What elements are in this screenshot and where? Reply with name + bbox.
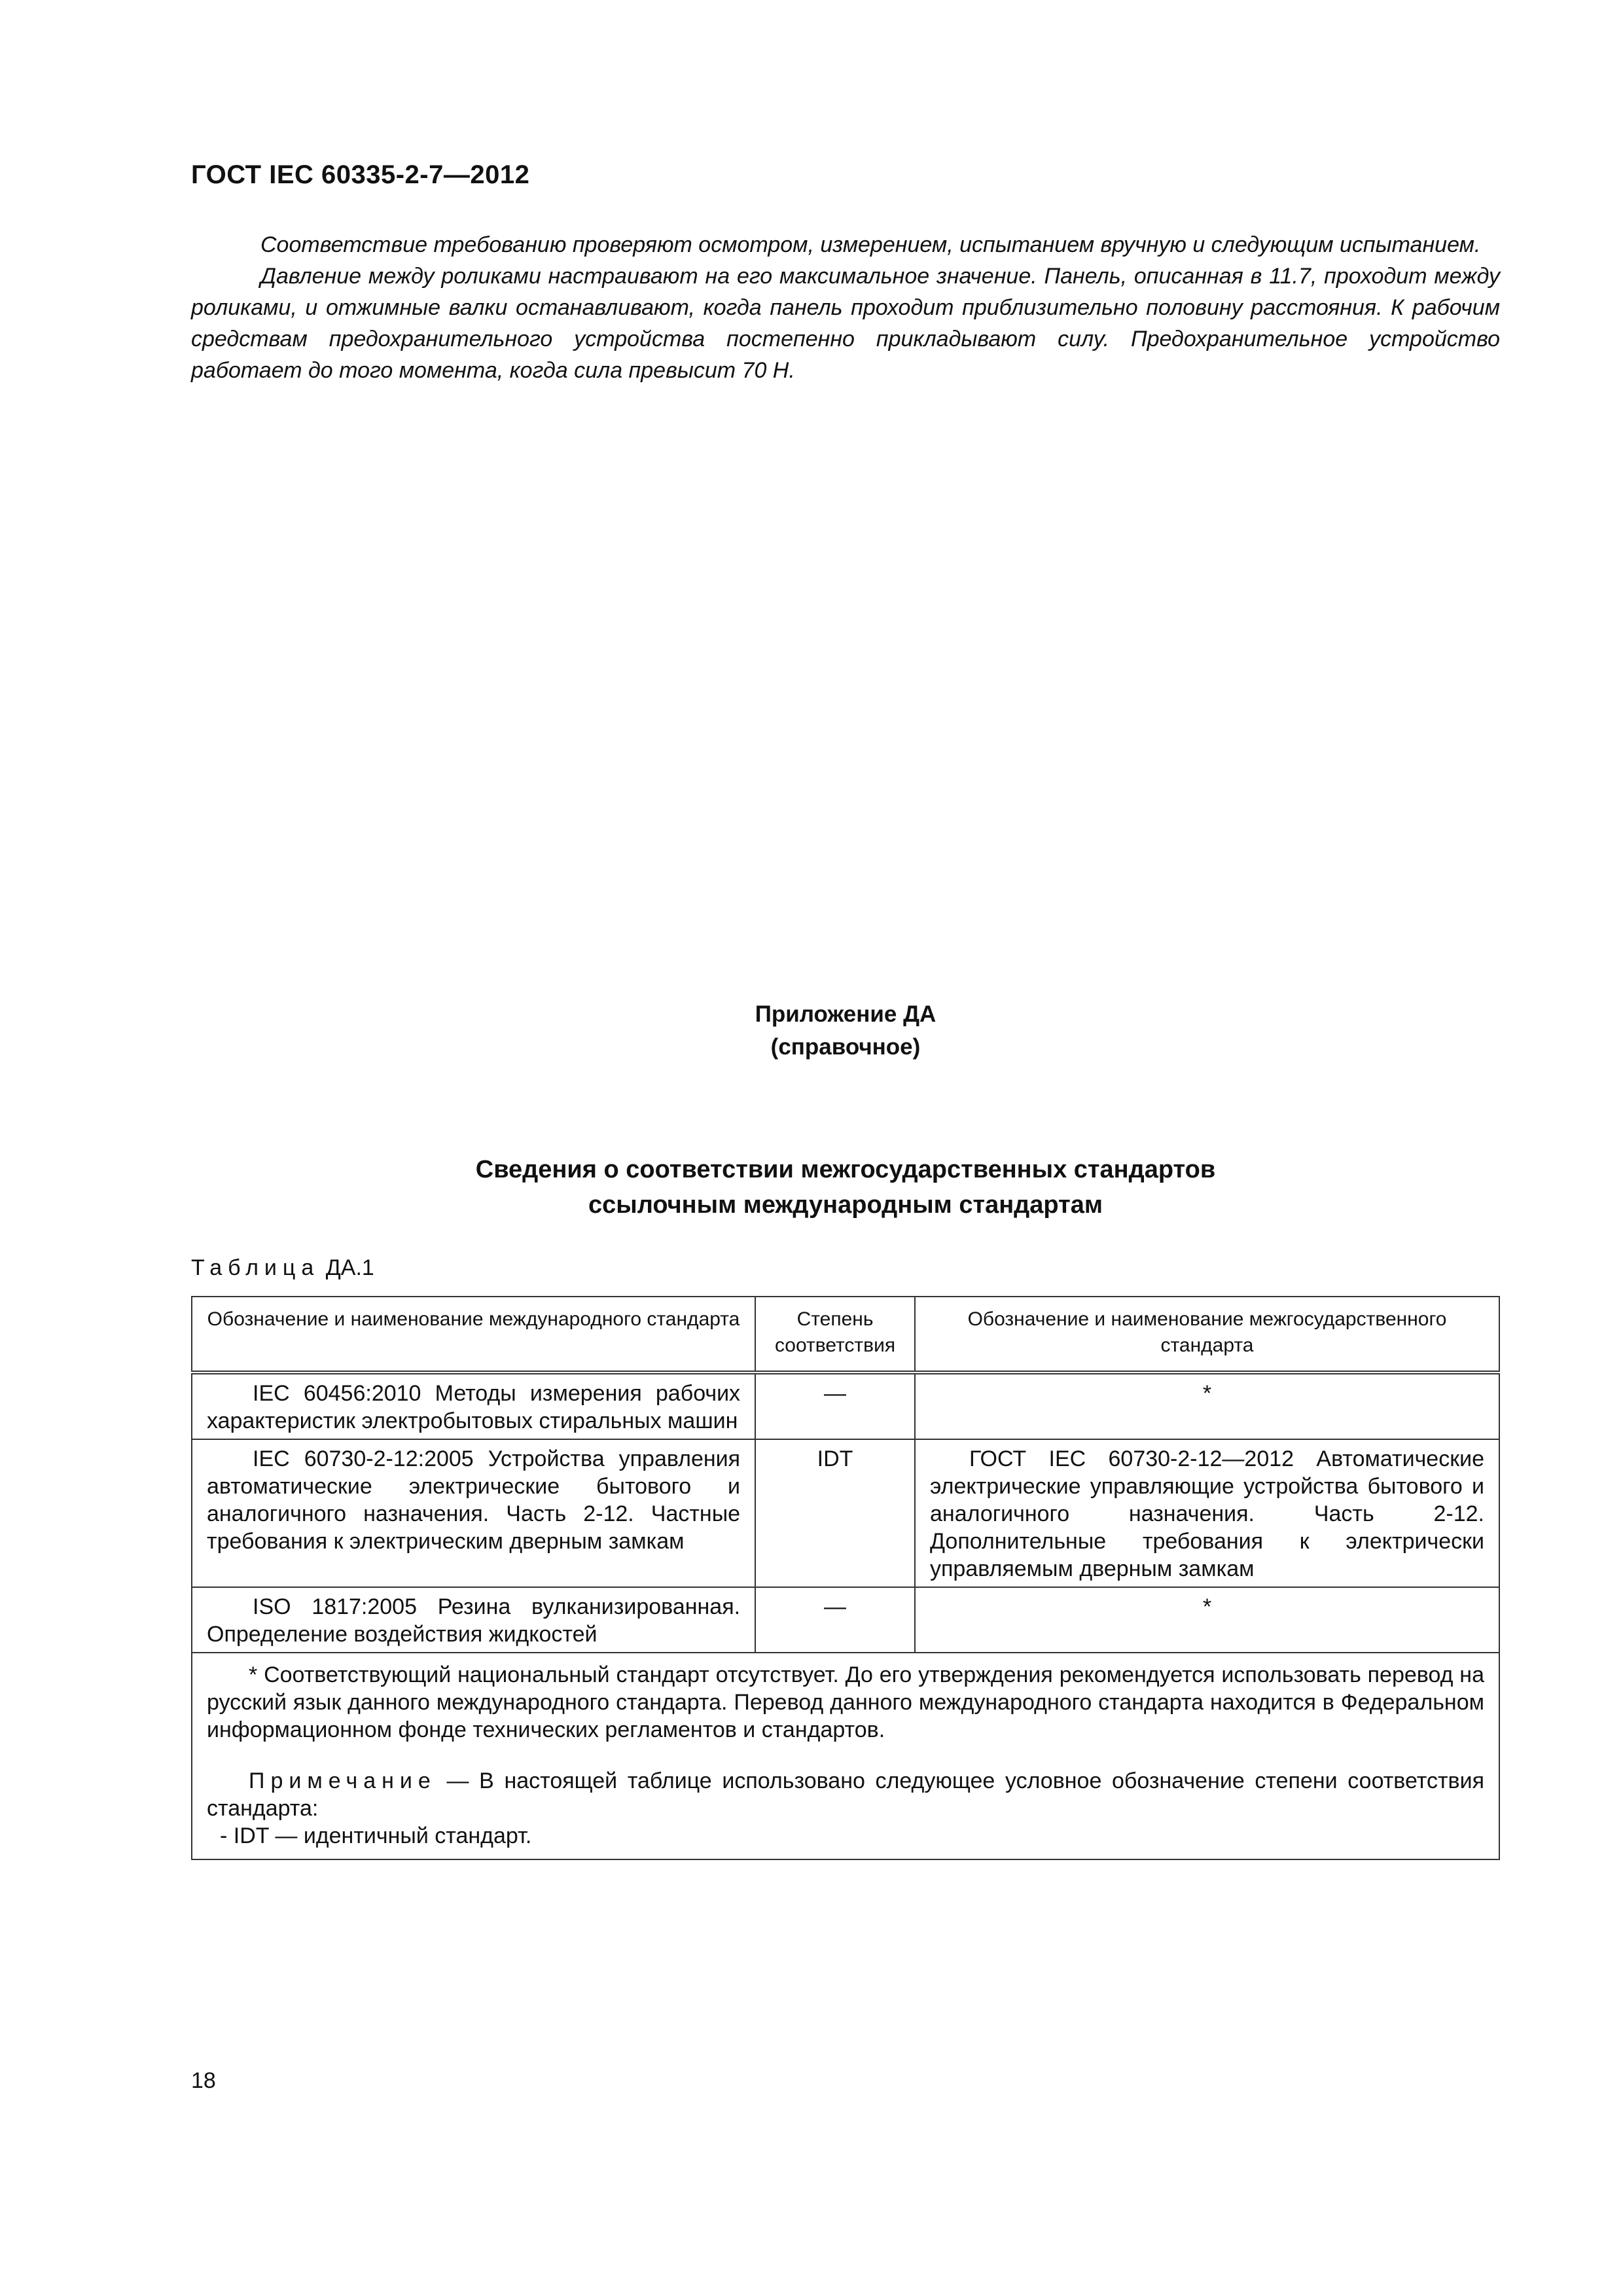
table-footer-cell [192,1653,1499,1859]
table-row [192,1372,1499,1439]
appendix-title: Приложение ДА [755,1001,936,1027]
cell-international: ISO 1817:2005 Резина вулканизированная. Определение воздействия жидкостей [192,1587,755,1653]
cell-interstate: * [915,1587,1499,1653]
table-header-row [192,1297,1499,1372]
table-label [191,1255,374,1281]
appendix-subtitle: (справочное) [770,1034,921,1060]
test-paragraph-1: Соответствие требованию проверяют осмотром, измерением, испытанием вручную и следующим испытанием. [260,232,1481,257]
table-row [192,1439,1499,1587]
section-title-line-1: Сведения о соответствии межгосударственных стандартов [475,1156,1216,1183]
header-degree: Степень соответствия [755,1297,915,1372]
test-paragraph-2: Давление между роликами настраивают на его максимальное значение. Панель, описанная в 11.7, проходит между роликами, и отжимные валки останавливают, когда панель проходит приблизительно половину расстояния. К рабочим средствам предохранительного устройства постепенно прикладывают силу. Предохранительное устройство работает до того момента, когда сила превысит 70 Н. [191,264,1500,383]
cell-interstate: ГОСТ IEC 60730-2-12—2012 Автоматические электрические управляющие устройства бытового и аналогичного назначения. Часть 2-12. Дополнительные требования к электрически управляемым дверным замкам [915,1439,1499,1587]
page-number: 18 [191,2068,216,2093]
cell-degree: — [755,1372,915,1439]
header-interstate: Обозначение и наименование межгосударственного стандарта [915,1297,1499,1372]
cell-interstate: * [915,1372,1499,1439]
section-title-line-2: ссылочным международным стандартам [588,1191,1103,1219]
cell-degree: IDT [755,1439,915,1587]
table-label-word: Таблица [191,1255,320,1280]
document-code: ГОСТ IEC 60335-2-7—2012 [191,160,530,189]
cell-degree: — [755,1587,915,1653]
table-label-number: ДА.1 [325,1255,374,1280]
header-international: Обозначение и наименование международного стандарта [192,1297,755,1372]
section-title [191,1152,1500,1223]
table-note [207,1767,1484,1822]
note-item: - IDT — идентичный стандарт. [220,1823,532,1848]
table-footnote: * Соответствующий национальный стандарт отсутствует. До его утверждения рекомендуется использовать перевод на русский язык данного международного стандарта. Перевод данного международного стандарта находится в Федеральном информационном фонде технических регламентов и стандартов. [207,1662,1484,1742]
note-text: — В настоящей таблице использовано следующее условное обозначение степени соответствия стандарта: [207,1768,1484,1821]
table-row [192,1587,1499,1653]
table-footer-row [192,1653,1499,1859]
cell-international: IEC 60456:2010 Методы измерения рабочих характеристик электробытовых стиральных машин [192,1372,755,1439]
note-head: Примечание [249,1768,437,1793]
appendix-heading [191,998,1500,1064]
standards-table [191,1296,1500,1860]
cell-international: IEC 60730-2-12:2005 Устройства управления автоматические электрические бытового и аналогичного назначения. Часть 2-12. Частные требования к электрическим дверным замкам [192,1439,755,1587]
test-method-text [191,229,1500,386]
